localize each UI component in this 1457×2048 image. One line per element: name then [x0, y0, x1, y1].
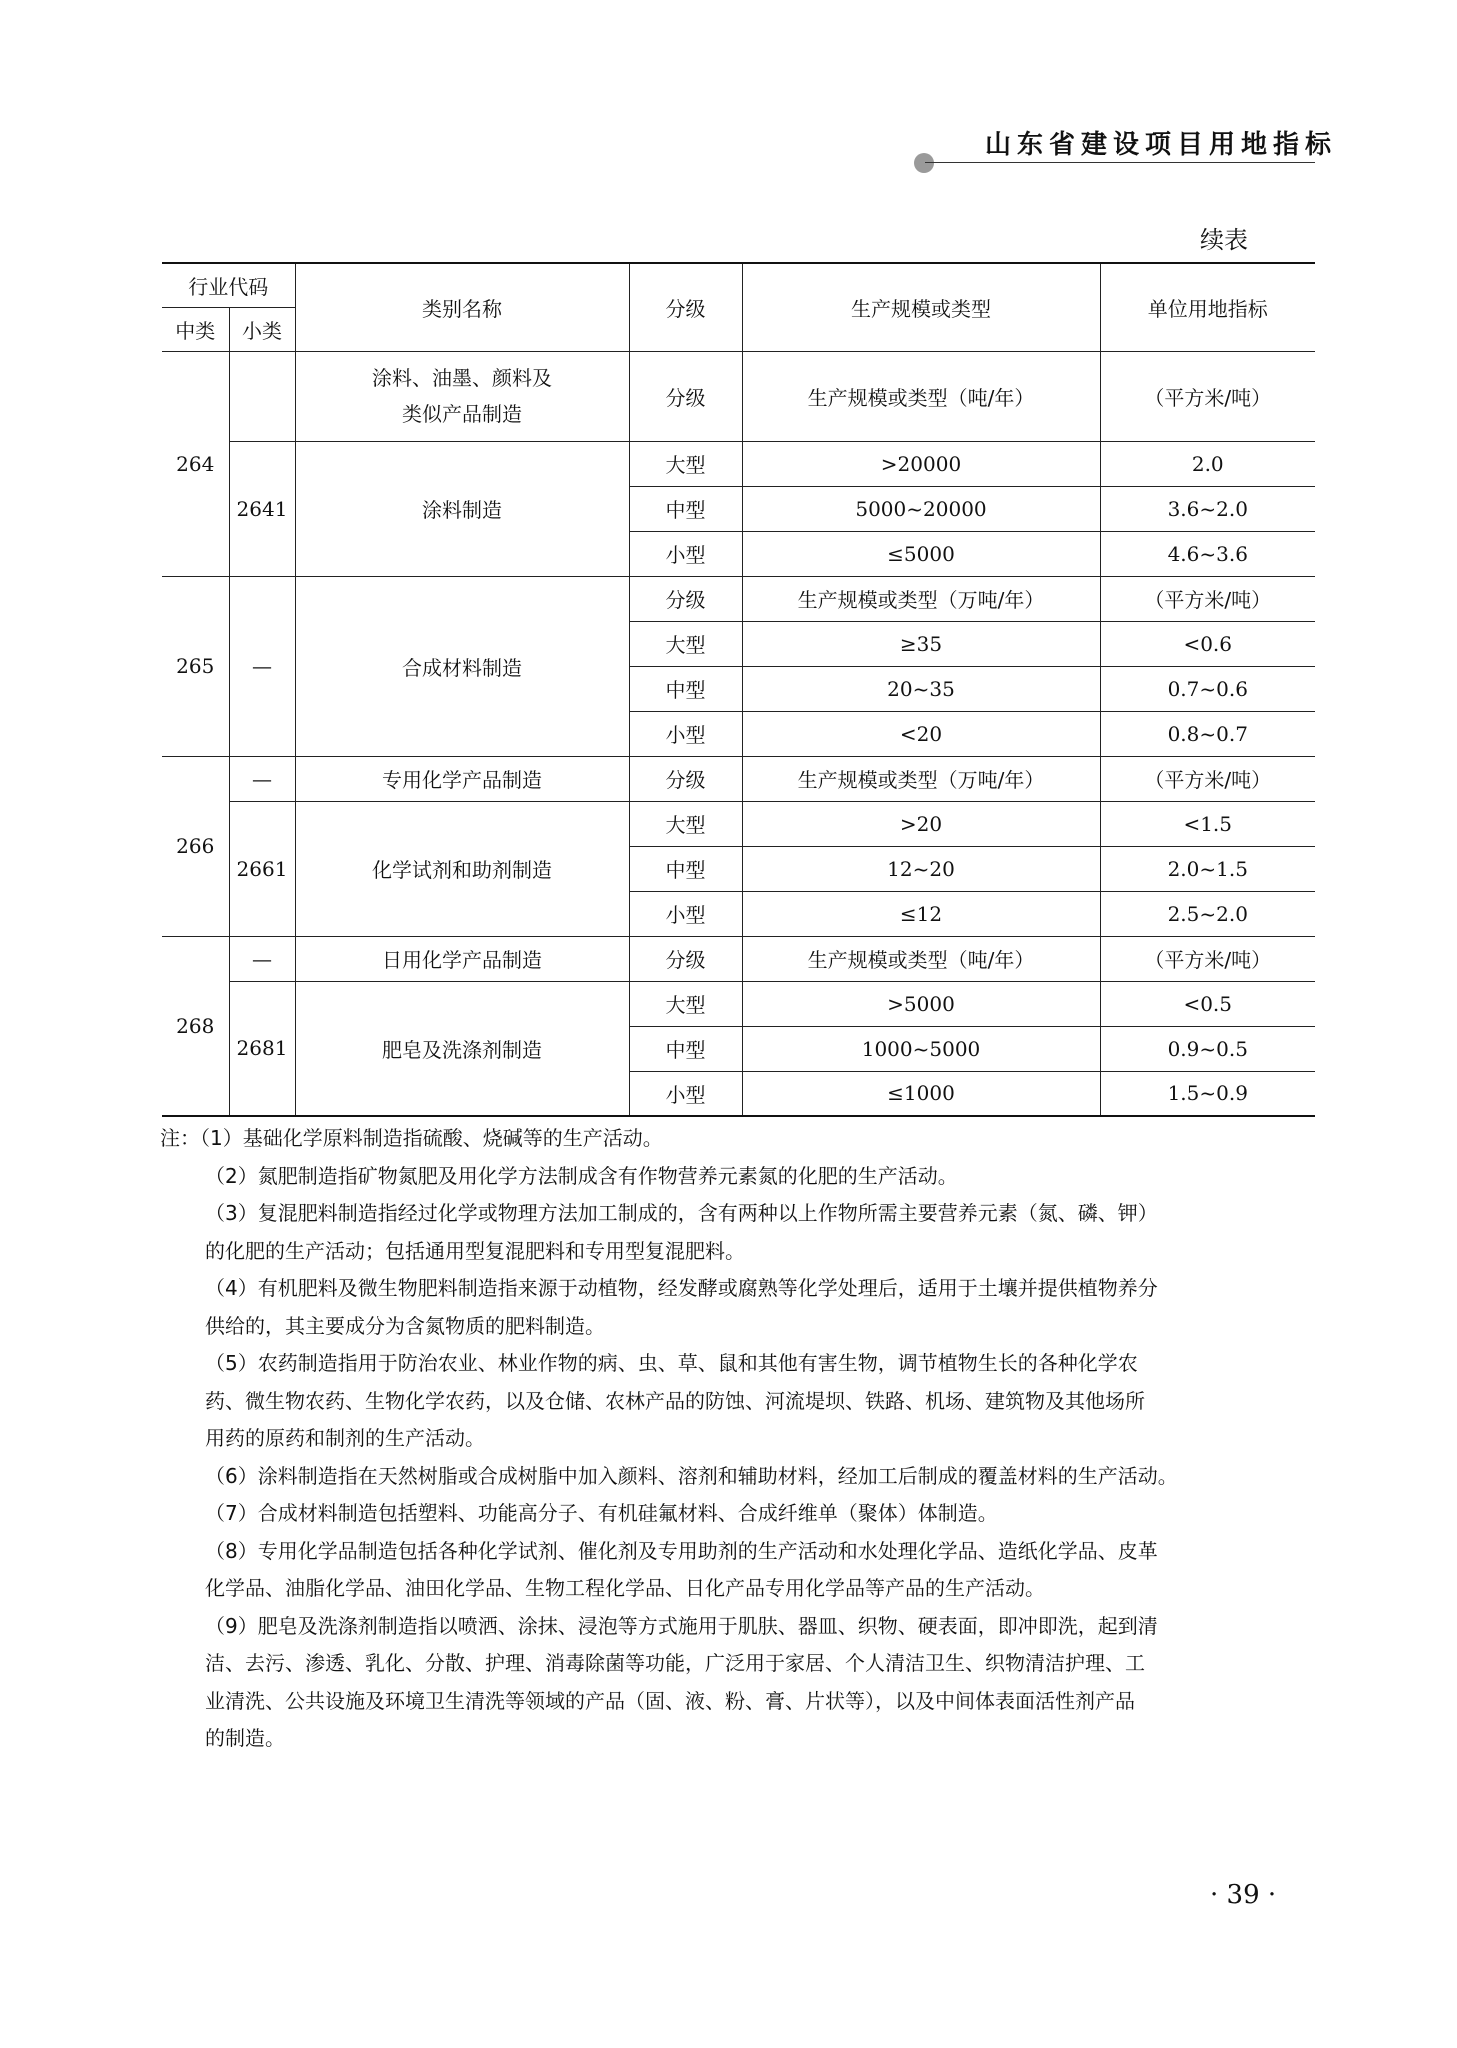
indicator-cell: （平方米/吨） — [1100, 756, 1315, 801]
grade-cell: 中型 — [629, 1026, 742, 1071]
scale-cell: ≤5000 — [742, 531, 1100, 576]
scale-cell: ≤12 — [742, 891, 1100, 936]
grade-cell: 小型 — [629, 711, 742, 756]
category-name: 日用化学产品制造 — [295, 936, 629, 981]
indicator-cell: 1.5~0.9 — [1100, 1071, 1315, 1116]
scale-cell: >20 — [742, 801, 1100, 846]
small-class-code — [229, 351, 295, 441]
scale-cell: 20~35 — [742, 666, 1100, 711]
indicator-cell: （平方米/吨） — [1100, 576, 1315, 621]
indicator-cell: <1.5 — [1100, 801, 1315, 846]
scale-cell: >20000 — [742, 441, 1100, 486]
grade-cell: 中型 — [629, 666, 742, 711]
note-line: 药、微生物农药、生物化学农药，以及仓储、农林产品的防蚀、河流堤坝、铁路、机场、建筑物及其他场所 — [205, 1388, 1145, 1413]
scale-cell: 5000~20000 — [742, 486, 1100, 531]
indicator-cell: 2.5~2.0 — [1100, 891, 1315, 936]
indicator-cell: （平方米/吨） — [1100, 936, 1315, 981]
grade-cell: 中型 — [629, 846, 742, 891]
indicator-cell: <0.5 — [1100, 981, 1315, 1026]
middle-class-code: 266 — [162, 756, 229, 936]
grade-cell: 小型 — [629, 531, 742, 576]
running-header-title: 山东省建设项目用地指标 — [985, 130, 1338, 160]
note-line: 的制造。 — [205, 1726, 285, 1750]
grade-cell: 分级 — [629, 936, 742, 981]
header-rule — [925, 162, 1315, 163]
note-line: （6）涂料制造指在天然树脂或合成树脂中加入颜料、溶剂和辅助材料，经加工后制成的覆盖材料的生产活动。 — [205, 1463, 1178, 1488]
scale-cell: 12~20 — [742, 846, 1100, 891]
small-class-code: — — [229, 576, 295, 756]
small-class-code: — — [229, 756, 295, 801]
scale-cell: 生产规模或类型（吨/年） — [742, 351, 1100, 441]
indicator-cell: 3.6~2.0 — [1100, 486, 1315, 531]
indicator-cell: 4.6~3.6 — [1100, 531, 1315, 576]
small-class-code: 2681 — [229, 981, 295, 1116]
header-small-class: 小类 — [229, 307, 295, 351]
page-number: · 39 · — [1210, 1880, 1277, 1910]
note-line: 注：（1）基础化学原料制造指硫酸、烧碱等的生产活动。 — [160, 1126, 663, 1150]
category-name: 合成材料制造 — [295, 576, 629, 756]
small-class-code: 2641 — [229, 441, 295, 576]
scale-cell: 生产规模或类型（万吨/年） — [742, 756, 1100, 801]
scale-cell: <20 — [742, 711, 1100, 756]
indicator-cell: 2.0 — [1100, 441, 1315, 486]
table-notes — [160, 1120, 1315, 1758]
scale-cell: ≥35 — [742, 621, 1100, 666]
grade-cell: 小型 — [629, 1071, 742, 1116]
note-line: 洁、去污、渗透、乳化、分散、护理、消毒除菌等功能，广泛用于家居、个人清洁卫生、织物清洁护理、工 — [205, 1651, 1145, 1675]
header-category-name: 类别名称 — [295, 263, 629, 351]
header-unit-indicator: 单位用地指标 — [1100, 263, 1315, 351]
category-name-line: 类似产品制造 — [402, 402, 522, 426]
note-line: （8）专用化学品制造包括各种化学试剂、催化剂及专用助剂的生产活动和水处理化学品、造纸化学品、皮革 — [205, 1538, 1158, 1563]
middle-class-code: 268 — [162, 936, 229, 1116]
indicator-cell: 0.8~0.7 — [1100, 711, 1315, 756]
category-name: 涂料制造 — [295, 441, 629, 576]
category-name: 专用化学产品制造 — [295, 756, 629, 801]
indicator-cell: <0.6 — [1100, 621, 1315, 666]
note-line: 的化肥的生产活动；包括通用型复混肥料和专用型复混肥料。 — [205, 1238, 745, 1263]
scale-cell: 生产规模或类型（万吨/年） — [742, 576, 1100, 621]
note-line: 化学品、油脂化学品、油田化学品、生物工程化学品、日化产品专用化学品等产品的生产活动。 — [205, 1576, 1045, 1600]
category-name — [295, 351, 629, 441]
note-line: （2）氮肥制造指矿物氮肥及用化学方法制成含有作物营养元素氮的化肥的生产活动。 — [205, 1163, 958, 1188]
grade-cell: 大型 — [629, 801, 742, 846]
indicator-cell: 2.0~1.5 — [1100, 846, 1315, 891]
small-class-code: 2661 — [229, 801, 295, 936]
header-dot-ornament — [914, 153, 934, 173]
header-grade: 分级 — [629, 263, 742, 351]
category-name-line: 涂料、油墨、颜料及 — [372, 366, 552, 390]
category-name: 化学试剂和助剂制造 — [295, 801, 629, 936]
grade-cell: 大型 — [629, 441, 742, 486]
scale-cell: 1000~5000 — [742, 1026, 1100, 1071]
header-scale: 生产规模或类型 — [742, 263, 1100, 351]
header-middle-class: 中类 — [162, 307, 229, 351]
indicator-cell: 0.9~0.5 — [1100, 1026, 1315, 1071]
note-line: （4）有机肥料及微生物肥料制造指来源于动植物，经发酵或腐熟等化学处理后，适用于土壤并提供植物养分 — [205, 1276, 1158, 1300]
middle-class-code: 264 — [162, 351, 229, 576]
scale-cell: >5000 — [742, 981, 1100, 1026]
grade-cell: 小型 — [629, 891, 742, 936]
grade-cell: 中型 — [629, 486, 742, 531]
category-name: 肥皂及洗涤剂制造 — [295, 981, 629, 1116]
indicator-cell: （平方米/吨） — [1100, 351, 1315, 441]
scale-cell: ≤1000 — [742, 1071, 1100, 1116]
land-use-indicator-table — [162, 262, 1315, 1117]
note-line: 用药的原药和制剂的生产活动。 — [205, 1426, 485, 1450]
grade-cell: 大型 — [629, 981, 742, 1026]
note-line: （5）农药制造指用于防治农业、林业作物的病、虫、草、鼠和其他有害生物，调节植物生长的各种化学农 — [205, 1351, 1138, 1375]
header-industry-code: 行业代码 — [162, 263, 295, 307]
note-line: （7）合成材料制造包括塑料、功能高分子、有机硅氟材料、合成纤维单（聚体）体制造。 — [205, 1501, 998, 1525]
note-line: 供给的，其主要成分为含氮物质的肥料制造。 — [205, 1313, 605, 1338]
grade-cell: 分级 — [629, 351, 742, 441]
grade-cell: 分级 — [629, 756, 742, 801]
note-line: （9）肥皂及洗涤剂制造指以喷洒、涂抹、浸泡等方式施用于肌肤、器皿、织物、硬表面，即冲即洗，起到清 — [205, 1613, 1158, 1638]
scale-cell: 生产规模或类型（吨/年） — [742, 936, 1100, 981]
note-line: （3）复混肥料制造指经过化学或物理方法加工制成的，含有两种以上作物所需主要营养元素（氮、磷、钾） — [205, 1201, 1158, 1225]
grade-cell: 分级 — [629, 576, 742, 621]
indicator-cell: 0.7~0.6 — [1100, 666, 1315, 711]
middle-class-code: 265 — [162, 576, 229, 756]
continued-table-label: 续表 — [1200, 226, 1248, 254]
small-class-code: — — [229, 936, 295, 981]
note-line: 业清洗、公共设施及环境卫生清洗等领域的产品（固、液、粉、膏、片状等），以及中间体表面活性剂产品 — [205, 1688, 1135, 1713]
grade-cell: 大型 — [629, 621, 742, 666]
